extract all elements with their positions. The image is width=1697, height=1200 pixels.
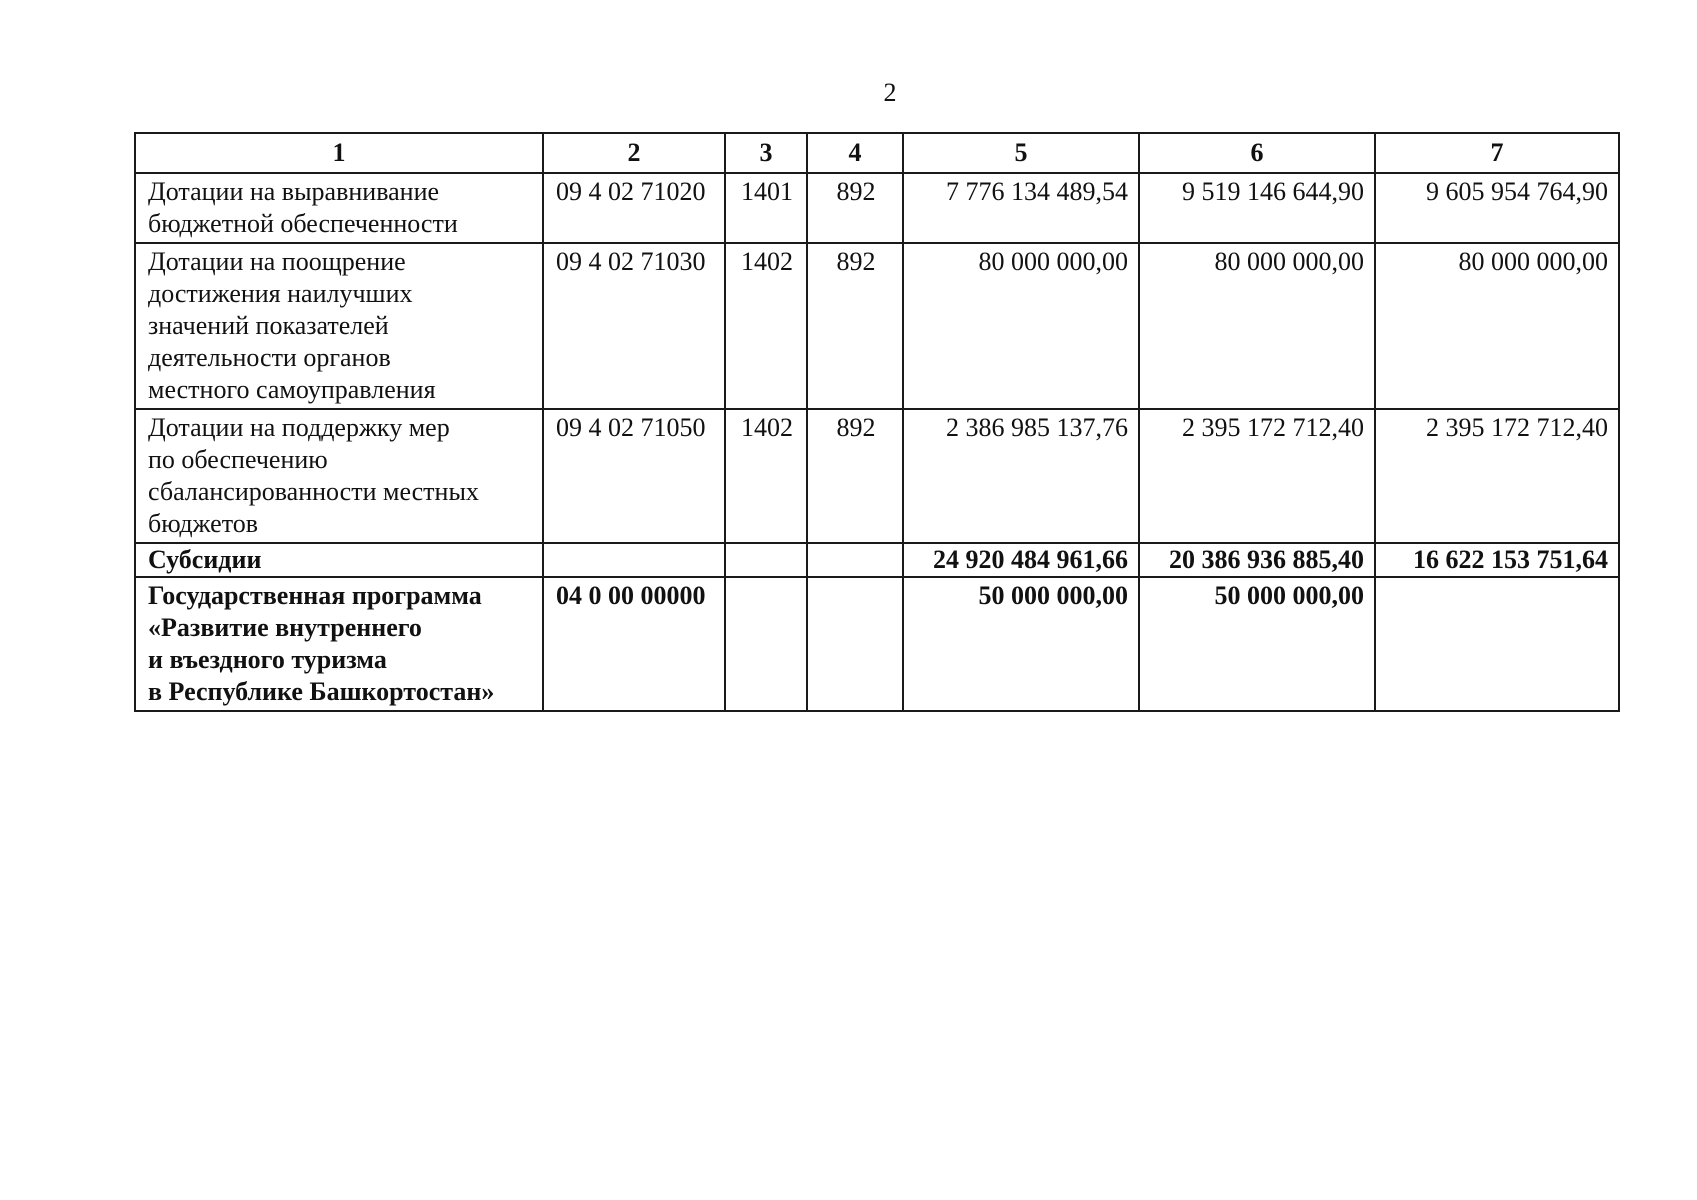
row-code — [543, 543, 725, 577]
row-section — [725, 577, 807, 711]
column-header-4: 4 — [807, 133, 903, 173]
row-kind: 892 — [807, 173, 903, 243]
row-name — [135, 543, 543, 577]
header-row — [135, 133, 1619, 173]
row-section — [725, 543, 807, 577]
column-header-2: 2 — [543, 133, 725, 173]
row-name — [135, 173, 543, 243]
table-row — [135, 173, 1619, 243]
row-name-text: Дотации на поддержку мер по обеспечению сбалансированности местных бюджетов — [148, 413, 479, 538]
row-name — [135, 577, 543, 711]
table-row — [135, 243, 1619, 409]
row-value-6: 2 395 172 712,40 — [1139, 409, 1375, 543]
row-name — [135, 243, 543, 409]
row-value-5: 7 776 134 489,54 — [903, 173, 1139, 243]
table-row-subtotal — [135, 543, 1619, 577]
row-section: 1401 — [725, 173, 807, 243]
row-value-5: 80 000 000,00 — [903, 243, 1139, 409]
row-value-7: 80 000 000,00 — [1375, 243, 1619, 409]
page-number: 2 — [883, 78, 897, 107]
row-name-text: Дотации на поощрение достижения наилучших значений показателей деятельности органов местного самоуправления — [148, 247, 436, 404]
row-code: 04 0 00 00000 — [543, 577, 725, 711]
row-name — [135, 409, 543, 543]
row-value-6: 9 519 146 644,90 — [1139, 173, 1375, 243]
row-value-7: 9 605 954 764,90 — [1375, 173, 1619, 243]
budget-table — [134, 132, 1620, 712]
column-header-5: 5 — [903, 133, 1139, 173]
row-value-5: 50 000 000,00 — [903, 577, 1139, 711]
row-value-5: 24 920 484 961,66 — [903, 543, 1139, 577]
table-row-program — [135, 577, 1619, 711]
row-code: 09 4 02 71020 — [543, 173, 725, 243]
row-section: 1402 — [725, 409, 807, 543]
row-value-6: 50 000 000,00 — [1139, 577, 1375, 711]
row-kind: 892 — [807, 243, 903, 409]
row-name-text: Государственная программа «Развитие внутреннего и въездного туризма в Республике Башкортостан» — [148, 581, 495, 706]
row-name-text: Дотации на выравнивание бюджетной обеспеченности — [148, 177, 458, 238]
table-row — [135, 409, 1619, 543]
row-kind — [807, 543, 903, 577]
row-value-7 — [1375, 577, 1619, 711]
column-header-7: 7 — [1375, 133, 1619, 173]
column-header-6: 6 — [1139, 133, 1375, 173]
row-value-6: 20 386 936 885,40 — [1139, 543, 1375, 577]
row-kind — [807, 577, 903, 711]
row-value-7: 2 395 172 712,40 — [1375, 409, 1619, 543]
row-name-text: Субсидии — [148, 545, 262, 574]
row-kind: 892 — [807, 409, 903, 543]
row-value-6: 80 000 000,00 — [1139, 243, 1375, 409]
column-header-3: 3 — [725, 133, 807, 173]
row-value-5: 2 386 985 137,76 — [903, 409, 1139, 543]
row-code: 09 4 02 71050 — [543, 409, 725, 543]
column-header-1: 1 — [135, 133, 543, 173]
row-section: 1402 — [725, 243, 807, 409]
row-value-7: 16 622 153 751,64 — [1375, 543, 1619, 577]
row-code: 09 4 02 71030 — [543, 243, 725, 409]
